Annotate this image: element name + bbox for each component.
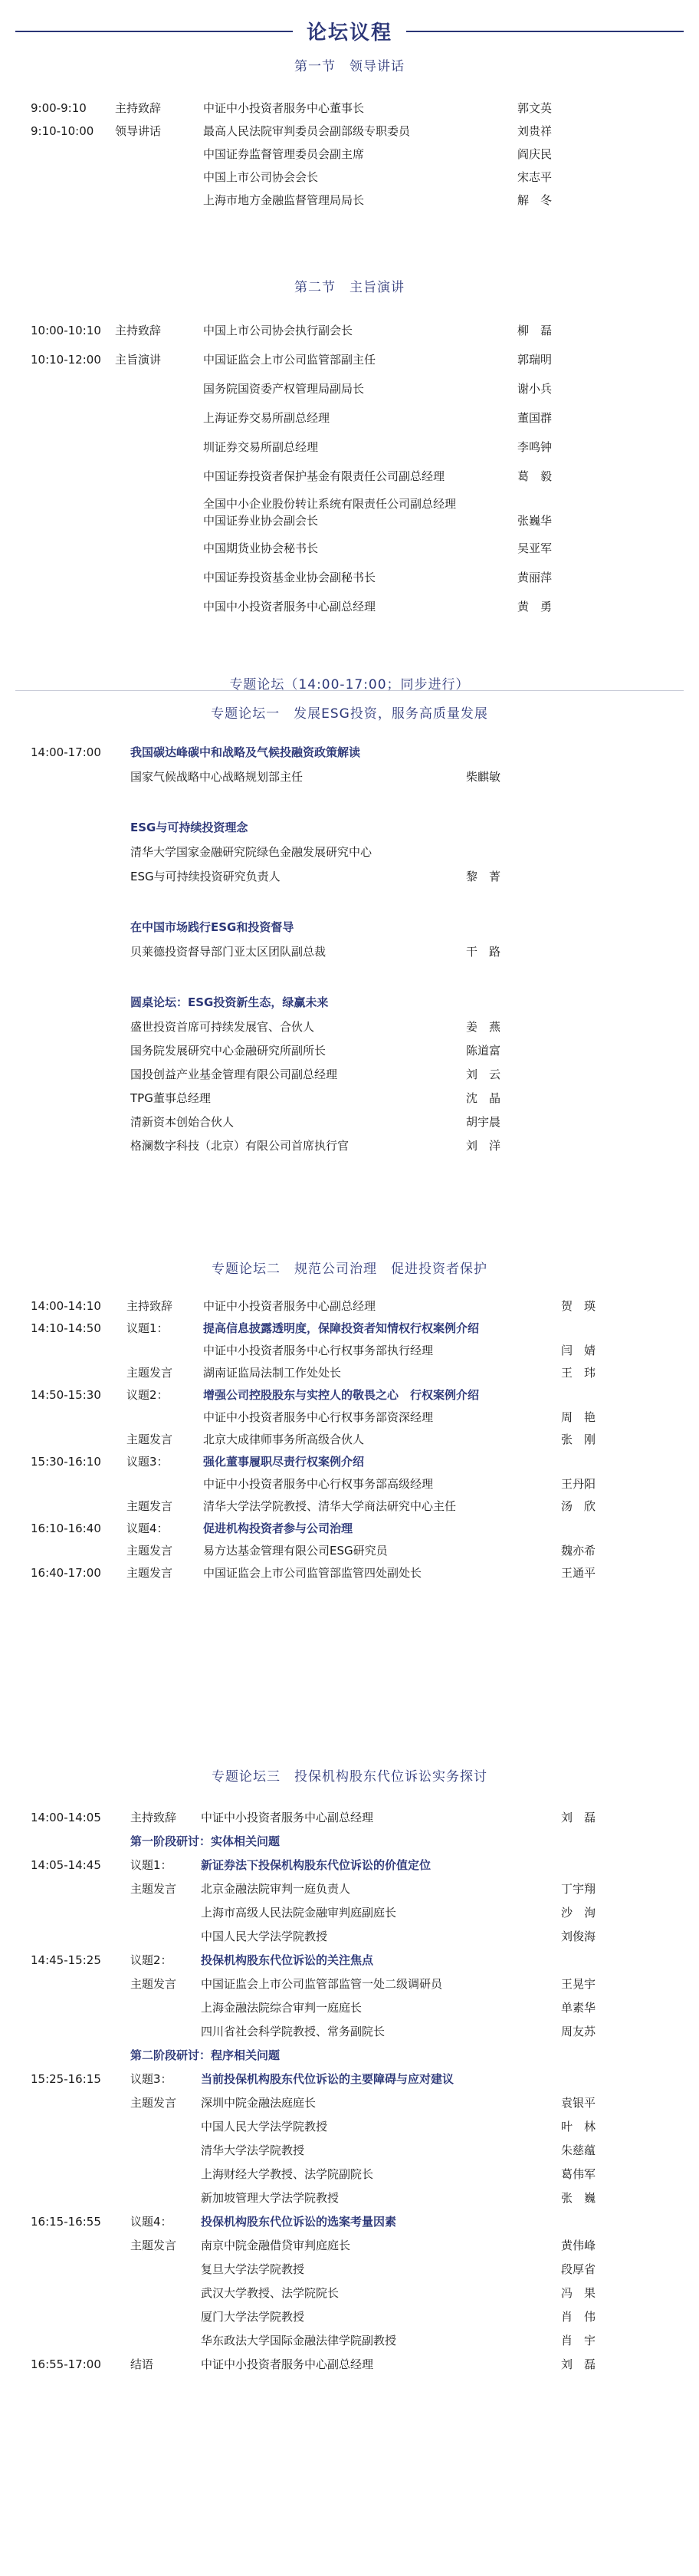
speaker-title: 中国期货业协会秘书长: [203, 541, 319, 555]
session-role: 议题2：: [126, 1388, 169, 1402]
speaker-title: ESG与可持续投资研究负责人: [130, 870, 281, 883]
forum3-row: [0, 2022, 699, 2041]
time-slot: 14:00-17:00: [31, 745, 101, 759]
session-role: 主题发言: [126, 1433, 173, 1446]
speaker-name: 柴麒敏: [466, 770, 501, 784]
speaker-title: 国务院国资委产权管理局副局长: [203, 382, 365, 396]
header-rule-right: [406, 31, 684, 32]
forum3-row: [0, 1926, 699, 1946]
speaker-title: 中证中小投资者服务中心行权事务部执行经理: [203, 1344, 434, 1357]
topic-title: 当前投保机构股东代位诉讼的主要障碍与应对建议: [201, 2072, 455, 2086]
topic-title: 新证券法下投保机构股东代位诉讼的价值定位: [201, 1858, 432, 1872]
forum2-row: [0, 1541, 699, 1561]
forum1-speaker-row: [0, 867, 699, 887]
session-role: 议题1：: [126, 1321, 169, 1335]
forum3-row: [0, 2045, 699, 2065]
session-role: 主旨演讲: [115, 353, 162, 367]
forum2-row: [0, 1341, 699, 1360]
forum1-speaker-row: [0, 942, 699, 962]
speaker-title: 中证中小投资者服务中心行权事务部高级经理: [203, 1477, 434, 1491]
forum1-speaker-row: [0, 1017, 699, 1037]
speaker-title: 中国证监会上市公司监管部副主任: [203, 353, 376, 367]
speaker-name: 张巍华: [517, 514, 553, 528]
time-slot: 16:55-17:00: [31, 2357, 101, 2371]
speaker-title: 上海市地方金融监督管理局局长: [203, 193, 365, 207]
agenda-row: [0, 98, 699, 118]
speaker-name: 阎庆民: [517, 147, 553, 161]
speaker-title: 南京中院金融借贷审判庭庭长: [201, 2239, 351, 2252]
speaker-title: 北京大成律师事务所高级合伙人: [203, 1433, 365, 1446]
speaker-name: 刘 洋: [466, 1139, 501, 1153]
forum3-row: [0, 1831, 699, 1851]
speaker-title: 新加坡管理大学法学院教授: [201, 2191, 340, 2205]
speaker-name: 刘 磊: [561, 1811, 596, 1824]
speaker-title: 北京金融法院审判一庭负责人: [201, 1882, 351, 1896]
topic-title: 投保机构股东代位诉讼的选案考量因素: [201, 2215, 397, 2229]
time-slot: 16:10-16:40: [31, 1522, 101, 1535]
agenda-row: [0, 568, 699, 587]
speaker-title: 中证中小投资者服务中心行权事务部资深经理: [203, 1410, 434, 1424]
speaker-name: 周 艳: [561, 1410, 596, 1424]
speaker-name: 沙 洵: [561, 1906, 596, 1920]
speaker-title: 武汉大学教授、法学院院长: [201, 2286, 340, 2300]
forum2-row: [0, 1429, 699, 1449]
forum2-row: [0, 1296, 699, 1316]
forum3-row: [0, 2188, 699, 2208]
topic-title: 投保机构股东代位诉讼的关注焦点: [201, 1953, 374, 1967]
forums-header: 专题论坛（14:00-17:00；同步进行）: [229, 677, 470, 693]
speaker-name: 袁银平: [561, 2096, 596, 2110]
speaker-title: 华东政法大学国际金融法律学院副教授: [201, 2334, 397, 2347]
forum2-row: [0, 1474, 699, 1494]
agenda-row: [0, 379, 699, 399]
session-role: 结语: [130, 2357, 154, 2371]
session-role: 主题发言: [126, 1366, 173, 1380]
agenda-row: [0, 167, 699, 187]
time-slot: 14:45-15:25: [31, 1953, 101, 1967]
forum3-row: [0, 1879, 699, 1899]
agenda-row: [0, 437, 699, 457]
time-slot: 15:25-16:15: [31, 2072, 101, 2086]
topic-title: 圆桌论坛：ESG投资新生态，绿赢未来: [130, 995, 329, 1009]
session-role: 主题发言: [126, 1499, 173, 1513]
session-role: 议题3：: [126, 1455, 169, 1469]
session-role: 议题1：: [130, 1858, 172, 1872]
speaker-title: 中国证券投资者保护基金有限责任公司副总经理: [203, 469, 445, 483]
speaker-title: 中证中小投资者服务中心副总经理: [201, 2357, 374, 2371]
forum2-row: [0, 1385, 699, 1405]
forum3-row: [0, 1855, 699, 1875]
speaker-title: 圳证券交易所副总经理: [203, 440, 319, 454]
speaker-title: 中国中小投资者服务中心副总经理: [203, 600, 376, 614]
speaker-title: 清华大学法学院教授、清华大学商法研究中心主任: [203, 1499, 457, 1513]
topic-title: 提高信息披露透明度，保障投资者知情权行权案例介绍: [203, 1321, 480, 1335]
speaker-name: 闫 婧: [561, 1344, 596, 1357]
time-slot: 15:30-16:10: [31, 1455, 101, 1469]
agenda-row: [0, 350, 699, 370]
speaker-name: 段厚省: [561, 2262, 596, 2276]
session-role: 主持致辞: [115, 101, 162, 115]
header-rule-left: [15, 31, 293, 32]
speaker-name: 黄 勇: [517, 600, 553, 614]
forum2-row: [0, 1518, 699, 1538]
speaker-title: 中国上市公司协会会长: [203, 170, 319, 184]
page-title: 论坛议程: [306, 21, 392, 44]
speaker-name: 叶 林: [561, 2120, 596, 2134]
speaker-title: 中国人民大学法学院教授: [201, 2120, 328, 2134]
speaker-title: 盛世投资首席可持续发展官、合伙人: [130, 1020, 315, 1034]
speaker-name: 王丹阳: [561, 1477, 596, 1491]
speaker-name: 冯 果: [561, 2286, 596, 2300]
speaker-name: 郭文英: [517, 101, 553, 115]
session-role: 主题发言: [126, 1566, 173, 1580]
time-slot: 14:10-14:50: [31, 1321, 101, 1335]
session-role: 议题3：: [130, 2072, 172, 2086]
speaker-title: TPG董事总经理: [130, 1091, 211, 1105]
agenda-row: [0, 597, 699, 617]
forum2-row: [0, 1563, 699, 1583]
time-slot: 14:00-14:05: [31, 1811, 101, 1824]
speaker-name: 柳 磊: [517, 324, 553, 337]
forum3-row: [0, 2117, 699, 2137]
forum3-row: [0, 2069, 699, 2089]
agenda-row: [0, 321, 699, 341]
stage-title: 第二阶段研讨：程序相关问题: [130, 2048, 281, 2062]
topic-title: 增强公司控股股东与实控人的敬畏之心 行权案例介绍: [203, 1388, 480, 1402]
time-slot: 10:10-12:00: [31, 353, 101, 367]
forum1-speaker-row: [0, 767, 699, 787]
speaker-name: 王通平: [561, 1566, 596, 1580]
speaker-name: 胡宇晨: [466, 1115, 501, 1129]
speaker-title: 上海金融法院综合审判一庭庭长: [201, 2001, 363, 2015]
speaker-name: 宋志平: [517, 170, 553, 184]
speaker-name: 单素华: [561, 2001, 596, 2015]
forum2-row: [0, 1318, 699, 1338]
speaker-title: 清华大学法学院教授: [201, 2143, 305, 2157]
session-role: 主持致辞: [126, 1299, 173, 1313]
speaker-title: 全国中小企业股份转让系统有限责任公司副总经理: [203, 497, 457, 511]
forum3-row: [0, 2307, 699, 2327]
speaker-name: 刘 磊: [561, 2357, 596, 2371]
speaker-name: 贺 瑛: [561, 1299, 596, 1313]
speaker-title: 中国证券监督管理委员会副主席: [203, 147, 365, 161]
forum3-row: [0, 1974, 699, 1994]
stage-title: 第一阶段研讨：实体相关问题: [130, 1834, 281, 1848]
session-role: 主题发言: [126, 1544, 173, 1558]
forum1-speaker-row: [0, 1041, 699, 1061]
forum2-row: [0, 1407, 699, 1427]
speaker-title: 格澜数字科技（北京）有限公司首席执行官: [130, 1139, 350, 1153]
speaker-name: 肖 宇: [561, 2334, 596, 2347]
agenda-row: [0, 538, 699, 558]
speaker-name: 解 冬: [517, 193, 553, 207]
session-role: 主持致辞: [115, 324, 162, 337]
speaker-name: 刘俊海: [561, 1930, 596, 1943]
speaker-name: 黎 菁: [466, 870, 501, 883]
speaker-title: 清新资本创始合伙人: [130, 1115, 235, 1129]
session-role: 议题4：: [126, 1522, 169, 1535]
speaker-title: 国投创益产业基金管理有限公司副总经理: [130, 1068, 338, 1081]
speaker-name: 李鸣钟: [517, 440, 553, 454]
speaker-title: 复旦大学法学院教授: [201, 2262, 305, 2276]
agenda-row: [0, 144, 699, 164]
forum3-row: [0, 2212, 699, 2232]
section-title: 第二节 主旨演讲: [294, 280, 405, 295]
time-slot: 16:40-17:00: [31, 1566, 101, 1580]
speaker-title: 中国证监会上市公司监管部监管一处二级调研员: [201, 1977, 443, 1991]
speaker-title: 中证中小投资者服务中心董事长: [203, 101, 365, 115]
session-role: 议题2：: [130, 1953, 172, 1967]
speaker-title: 深圳中院金融法庭庭长: [201, 2096, 317, 2110]
topic-title: 在中国市场践行ESG和投资督导: [130, 920, 294, 934]
forum3-row: [0, 2354, 699, 2374]
session-role: 议题4：: [130, 2215, 172, 2229]
speaker-title: 国家气候战略中心战略规划部主任: [130, 770, 304, 784]
forum3-row: [0, 2259, 699, 2279]
speaker-title: 易方达基金管理有限公司ESG研究员: [203, 1544, 388, 1558]
page-header: [0, 6, 699, 52]
forum2-row: [0, 1452, 699, 1472]
speaker-name: 张 刚: [561, 1433, 596, 1446]
forum1-topic-row: [0, 818, 699, 837]
forum1-topic-row: [0, 742, 699, 762]
speaker-name: 黄伟峰: [561, 2239, 596, 2252]
forum1-speaker-row: [0, 842, 699, 862]
forum3-row: [0, 1950, 699, 1970]
speaker-name: 董国群: [517, 411, 553, 425]
speaker-name: 朱慈蕴: [561, 2143, 596, 2157]
forum3-row: [0, 2283, 699, 2303]
speaker-title: 厦门大学法学院教授: [201, 2310, 305, 2324]
agenda-row: [0, 511, 699, 531]
speaker-title: 湖南证监局法制工作处处长: [203, 1366, 342, 1380]
speaker-title: 上海市高级人民法院金融审判庭副庭长: [201, 1906, 397, 1920]
session-role: 主题发言: [130, 2096, 177, 2110]
forum1-speaker-row: [0, 1088, 699, 1108]
topic-title: 我国碳达峰碳中和战略及气候投融资政策解读: [130, 745, 361, 759]
forum3-row: [0, 2140, 699, 2160]
forum1-speaker-row: [0, 1112, 699, 1132]
forum2-row: [0, 1363, 699, 1383]
speaker-name: 刘 云: [466, 1068, 501, 1081]
speaker-title: 中国证券投资基金业协会副秘书长: [203, 571, 376, 584]
time-slot: 16:15-16:55: [31, 2215, 101, 2229]
agenda-row: [0, 408, 699, 428]
section-title: 第一节 领导讲话: [294, 59, 405, 74]
time-slot: 14:50-15:30: [31, 1388, 101, 1402]
session-role: 主题发言: [130, 2239, 177, 2252]
speaker-title: 中证中小投资者服务中心副总经理: [201, 1811, 374, 1824]
agenda-row: [0, 466, 699, 486]
speaker-title: 贝莱德投资督导部门亚太区团队副总裁: [130, 945, 327, 959]
session-role: 主持致辞: [130, 1811, 177, 1824]
speaker-title: 最高人民法院审判委员会副部级专职委员: [203, 124, 411, 138]
topic-title: ESG与可持续投资理念: [130, 821, 248, 834]
topic-title: 强化董事履职尽责行权案例介绍: [203, 1455, 365, 1469]
forum2-row: [0, 1496, 699, 1516]
agenda-row: [0, 190, 699, 210]
speaker-name: 周友苏: [561, 2025, 596, 2038]
speaker-name: 陈道富: [466, 1044, 501, 1058]
speaker-name: 汤 欣: [561, 1499, 596, 1513]
forum3-row: [0, 2331, 699, 2351]
session-role: 主题发言: [130, 1977, 177, 1991]
speaker-name: 郭瑞明: [517, 353, 553, 367]
forum3-row: [0, 2164, 699, 2184]
forum3-row: [0, 2093, 699, 2113]
speaker-title: 中国证券业协会副会长: [203, 514, 319, 528]
speaker-title: 中证中小投资者服务中心副总经理: [203, 1299, 376, 1313]
speaker-name: 干 路: [466, 945, 501, 959]
speaker-name: 葛伟军: [561, 2167, 596, 2181]
speaker-name: 刘贵祥: [517, 124, 553, 138]
forum3-row: [0, 1808, 699, 1828]
speaker-name: 沈 晶: [466, 1091, 501, 1105]
speaker-name: 谢小兵: [517, 382, 553, 396]
forum1-speaker-row: [0, 1064, 699, 1084]
time-slot: 9:00-9:10: [31, 101, 87, 115]
forum1-topic-row: [0, 992, 699, 1012]
speaker-name: 王晃宇: [561, 1977, 596, 1991]
speaker-title: 中国证监会上市公司监管部监管四处副处长: [203, 1566, 422, 1580]
time-slot: 14:00-14:10: [31, 1299, 101, 1313]
forum3-title: 专题论坛三 投保机构股东代位诉讼实务探讨: [212, 1769, 487, 1785]
speaker-name: 张 巍: [561, 2191, 596, 2205]
time-slot: 14:05-14:45: [31, 1858, 101, 1872]
session-role: 领导讲话: [115, 124, 162, 138]
forum3-row: [0, 1903, 699, 1923]
speaker-name: 黄丽萍: [517, 571, 553, 584]
forum3-row: [0, 2235, 699, 2255]
forum2-title: 专题论坛二 规范公司治理 促进投资者保护: [212, 1262, 487, 1277]
forum1-speaker-row: [0, 1136, 699, 1156]
speaker-name: 王 玮: [561, 1366, 596, 1380]
forum1-topic-row: [0, 917, 699, 937]
speaker-title: 国务院发展研究中心金融研究所副所长: [130, 1044, 327, 1058]
speaker-name: 肖 伟: [561, 2310, 596, 2324]
session-role: 主题发言: [130, 1882, 177, 1896]
time-slot: 9:10-10:00: [31, 124, 94, 138]
speaker-title: 四川省社会科学院教授、常务副院长: [201, 2025, 386, 2038]
speaker-name: 魏亦希: [561, 1544, 596, 1558]
time-slot: 10:00-10:10: [31, 324, 101, 337]
forum3-row: [0, 1998, 699, 2018]
speaker-name: 葛 毅: [517, 469, 553, 483]
speaker-title: 上海财经大学教授、法学院副院长: [201, 2167, 374, 2181]
topic-title: 促进机构投资者参与公司治理: [203, 1522, 353, 1535]
speaker-title: 清华大学国家金融研究院绿色金融发展研究中心: [130, 845, 372, 859]
speaker-title: 中国人民大学法学院教授: [201, 1930, 328, 1943]
speaker-name: 吴亚军: [517, 541, 553, 555]
forum1-title: 专题论坛一 发展ESG投资，服务高质量发展: [211, 706, 488, 722]
speaker-name: 姜 燕: [466, 1020, 501, 1034]
speaker-name: 丁宇翔: [561, 1882, 596, 1896]
speaker-title: 中国上市公司协会执行副会长: [203, 324, 353, 337]
agenda-row: [0, 121, 699, 141]
speaker-title: 上海证券交易所副总经理: [203, 411, 330, 425]
